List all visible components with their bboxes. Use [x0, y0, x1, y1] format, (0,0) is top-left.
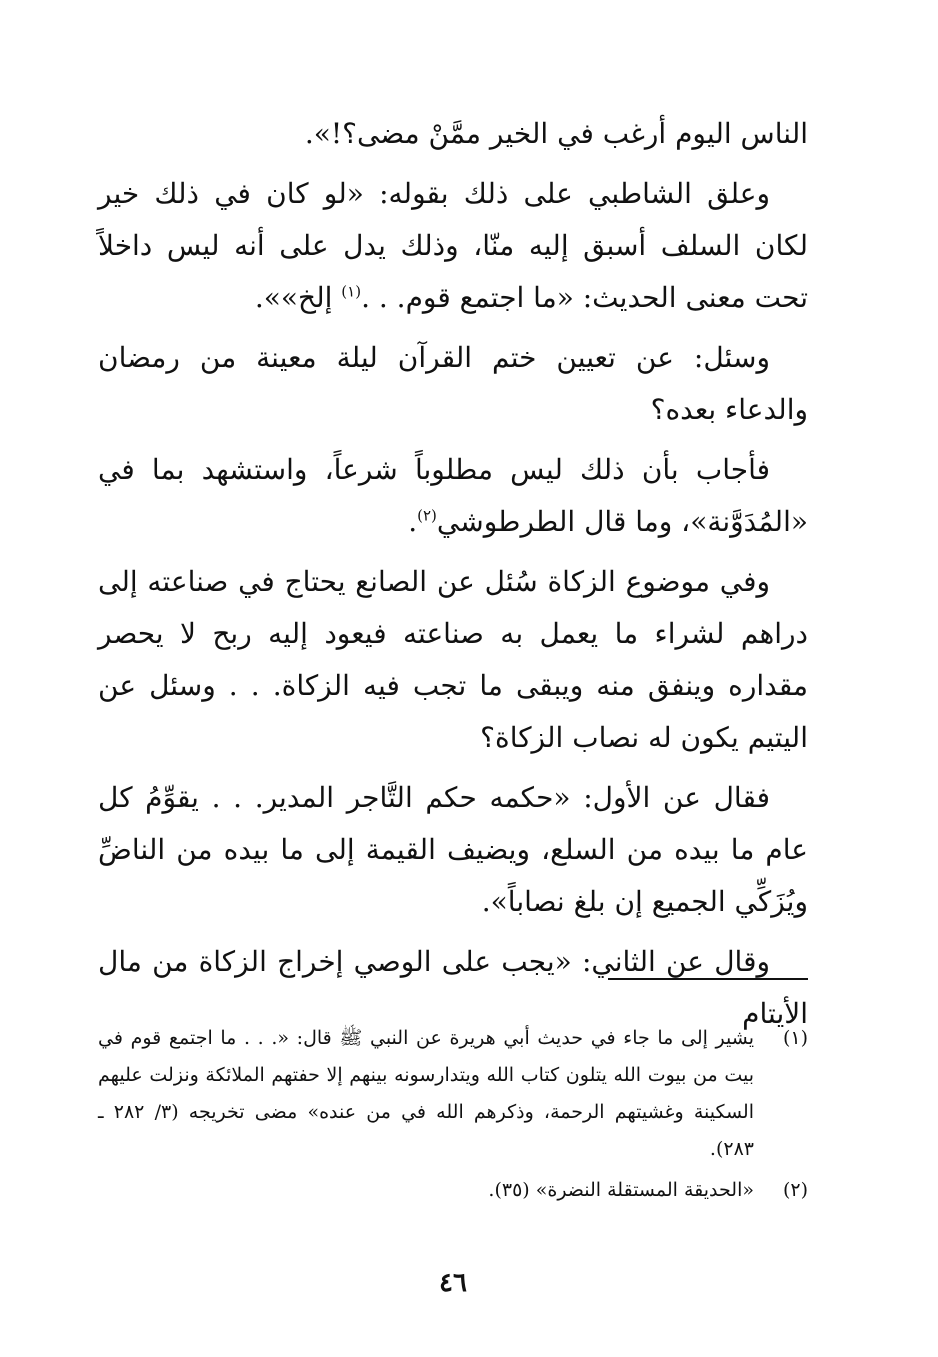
page-number: ٤٦	[439, 1268, 467, 1298]
footnote-2-number: (٢)	[782, 1179, 808, 1201]
paragraph-5-text: وفي موضوع الزكاة سُئل عن الصانع يحتاج في صناعته إلى دراهم لشراء ما يعمل به صناعته فيعود إليه ربح لا يحصر مقداره وينفق منه ويبقى ما تجب فيه الزكاة. . . وسئل عن اليتيم يكون له نصاب الزكاة؟	[98, 565, 809, 754]
paragraph-3	[98, 332, 808, 436]
paragraph-3-text: وسئل: عن تعيين ختم القرآن ليلة معينة من رمضان والدعاء بعده؟	[98, 341, 808, 426]
footnote-1-number: (١)	[782, 1027, 808, 1049]
body-text	[98, 108, 808, 1040]
footnote-1-text: يشير إلى ما جاء في حديث أبي هريرة عن النبي ﷺ قال: «. . . ما اجتمع قوم في بيت من بيوت الله يتلون كتاب الله ويتدارسونه بينهم إلا حفتهم الملائكة ونزلت عليهم السكينة وغشيتهم الرحمة، وذكرهم الله في من عنده» مضى تخريجه (٣/ ٢٨٢ ـ ٢٨٣).	[98, 1027, 754, 1160]
paragraph-6-text: فقال عن الأول: «حكمه حكم التَّاجر المدير. . . يقوِّمُ كل عام ما بيده من السلع، ويضيف القيمة إلى ما بيده من الناضِّ ويُزَكِّي الجميع إن بلغ نصاباً».	[98, 781, 808, 918]
paragraph-4-text: فأجاب بأن ذلك ليس مطلوباً شرعاً، واستشهد بما في «المُدَوَّنة»، وما قال الطرطوشي	[98, 453, 808, 538]
footnote-2	[98, 1172, 808, 1209]
footnote-1	[98, 1020, 808, 1168]
paragraph-5	[98, 556, 808, 764]
paragraph-2	[98, 168, 808, 324]
paragraph-7-text: وقال عن الثاني: «يجب على الوصي إخراج الزكاة من مال الأيتام	[98, 945, 808, 1030]
paragraph-2-text: وعلق الشاطبي على ذلك بقوله: «لو كان في ذلك خير لكان السلف أسبق إليه منّا، وذلك يدل على أنه ليس داخلاً تحت معنى الحديث: «ما اجتمع قوم. . .	[98, 177, 808, 314]
footnotes	[98, 1020, 808, 1213]
paragraph-6	[98, 772, 808, 928]
book-page	[98, 108, 808, 1357]
footnote-ref-2[interactable]: (٢)	[417, 506, 437, 525]
paragraph-2-tail: إلخ»».	[254, 281, 342, 314]
paragraph-1	[98, 108, 808, 160]
paragraph-4-tail: .	[408, 505, 418, 538]
paragraph-1-text: الناس اليوم أرغب في الخير ممَّنْ مضى؟!».	[304, 117, 808, 150]
footnote-ref-1[interactable]: (١)	[341, 282, 362, 301]
footnote-divider	[608, 978, 808, 980]
footnote-2-text: «الحديقة المستقلة النضرة» (٣٥).	[488, 1179, 754, 1201]
paragraph-4	[98, 444, 808, 548]
